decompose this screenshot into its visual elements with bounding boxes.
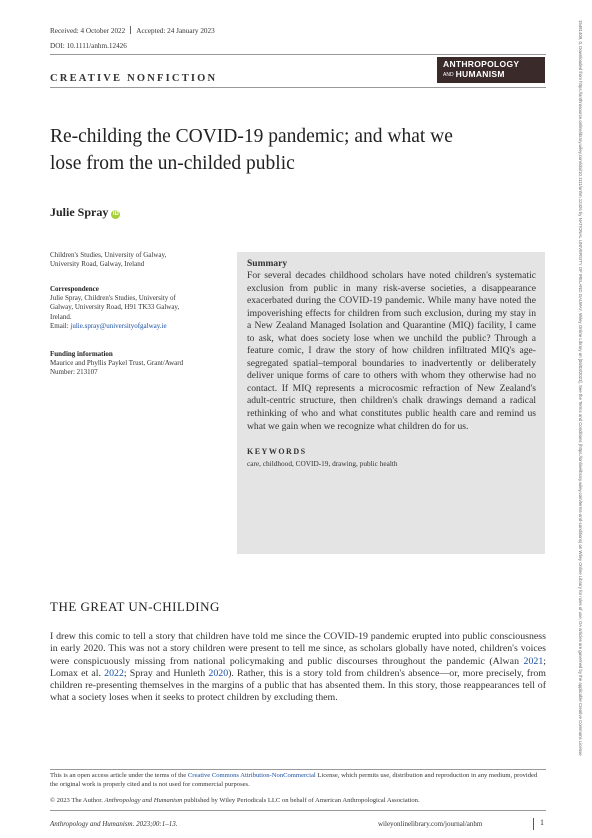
- footnote-rule: [50, 769, 546, 770]
- journal-logo-and: AND: [443, 72, 454, 78]
- citation-link[interactable]: 2022: [104, 667, 124, 679]
- funding-heading: Funding information: [50, 350, 113, 358]
- copyright-text: published by Wiley Periodicals LLC on behalf of American Anthropological Association.: [182, 797, 420, 804]
- orcid-icon[interactable]: iD: [112, 211, 119, 217]
- margin-note-text: 15481409, 0, Downloaded from https://anthrosource.onlinelibrary.wiley.com/doi/10.1111/anhm.12426 by NATIONAL UNIVERSITY OF IRELAND GALWAY, Wiley Online Library on [06/03/2023]. See the Terms and Conditions (https://onlinelibrary.wiley.com/terms-and-conditions) on Wiley Online Library for rules of use; OA articles are governed by the applicable Creative Commons License: [578, 20, 583, 756]
- affiliation-line: University Road, Galway, Ireland: [50, 260, 145, 269]
- accepted-date: Accepted: 24 January 2023: [136, 27, 215, 35]
- article-title: [50, 123, 550, 177]
- copyright-text: © 2023 The Author.: [50, 797, 105, 804]
- body-text: ; Lomax et al.: [50, 655, 546, 679]
- article-dates: [50, 26, 215, 35]
- funding-info: [50, 350, 220, 378]
- license-link[interactable]: Creative Commons Attribution-NonCommercial: [187, 772, 316, 779]
- correspondence: [50, 285, 220, 331]
- copyright-journal: Anthropology and Humanism: [104, 797, 183, 804]
- received-date: Received: 4 October 2022: [50, 27, 126, 35]
- affiliation: [50, 251, 220, 269]
- summary-box: [237, 252, 545, 554]
- download-margin-note: [574, 20, 584, 820]
- section-type: CREATIVE NONFICTION: [50, 73, 218, 84]
- summary-text: For several decades childhood scholars have noted children's systematic exclusion from public in many risk-averse societies, a disappearance exacerbated during the COVID-19 pandemic. While many have noted the impoverishing effects for children from such exclusion, during my stay in a New Zealand Managed Isolation and Quarantine (MIQ) facility, I came to ask, what does society lose when we unchild the public? Through a feature comic, I draw the story of how children infiltrated MIQ's age-segregated spatial–temporal boundaries to inadvertently or deliberately deliver unique forms of care to others with whom they otherwise had no contact. If MIQ represents a microcosmic refraction of New Zealand's adult-centric structure, then children's chalk drawings demand a radical rethinking of who and what constitutes public health care and remind us what we gain when we recognize what children do for us.: [247, 270, 536, 432]
- title-line-2: lose from the un-childed public: [50, 153, 295, 174]
- footer-url[interactable]: wileyonlinelibrary.com/journal/anhm: [378, 820, 483, 828]
- author-name-text: Julie Spray: [50, 205, 109, 219]
- correspondence-line: Ireland.: [50, 312, 72, 321]
- email-label: Email:: [50, 321, 69, 330]
- email-link[interactable]: julie.spray@universityofgalway.ie: [70, 321, 167, 330]
- citation-link[interactable]: 2020: [208, 667, 229, 679]
- funding-line: Number: 213107: [50, 368, 98, 377]
- correspondence-line: Galway, University Road, H91 TK33 Galway,: [50, 303, 180, 312]
- journal-logo-line2: HUMANISM: [455, 69, 505, 79]
- section-heading: THE GREAT UN-CHILDING: [50, 599, 220, 614]
- funding-line: Maurice and Phyllis Paykel Trust, Grant/Award: [50, 359, 184, 368]
- section-rule: [50, 87, 546, 88]
- author-name[interactable]: [50, 205, 120, 220]
- footer-citation: Anthropology and Humanism. 2023;00:1–13.: [50, 820, 178, 828]
- affiliation-line: Children's Studies, University of Galway,: [50, 251, 167, 259]
- journal-logo[interactable]: [437, 57, 545, 83]
- keywords-heading: KEYWORDS: [247, 447, 307, 457]
- copyright-note: [50, 797, 546, 806]
- license-text: This is an open access article under the terms of the: [50, 772, 188, 779]
- body-paragraph: [50, 631, 546, 705]
- citation-link[interactable]: 2021: [523, 655, 544, 667]
- journal-logo-line1: ANTHROPOLOGY: [443, 59, 520, 69]
- keywords-list: care, childhood, COVID-19, drawing, public health: [247, 459, 398, 469]
- title-line-1: Re-childing the COVID-19 pandemic; and what we: [50, 126, 453, 147]
- date-separator: [130, 26, 131, 34]
- license-text: License, which permits use, distribution and reproduction in any medium, provided the original work is properly cited and is not used for commercial purposes.: [50, 772, 538, 788]
- license-note: [50, 772, 546, 789]
- summary-heading: Summary: [247, 259, 288, 269]
- header-rule: [50, 54, 546, 55]
- page-number-separator: [533, 818, 534, 830]
- doi[interactable]: DOI: 10.1111/anhm.12426: [50, 42, 127, 50]
- footer-rule: [50, 810, 546, 811]
- body-text: ). Rather, this is a story told from children's absence—or, more precisely, from children re-presenting themselves in the margins of a public that has absented them. In this story, those reappearances tell of what a society loses when it seeks to protect children by excluding them.: [50, 667, 546, 704]
- correspondence-heading: Correspondence: [50, 285, 99, 293]
- correspondence-line: Julie Spray, Children's Studies, University of: [50, 294, 176, 303]
- body-text: ; Spray and Hunleth: [123, 667, 209, 679]
- page-number: 1: [540, 818, 544, 827]
- body-text: I drew this comic to tell a story that children have told me since the COVID-19 pandemic erupted into public consciousness in early 2020. This was not a story children were present to tell me since, as scholars globally have noted, children's voices were conspicuously missing from national policymaking and public discourses throughout the pandemic (Alwan: [50, 631, 546, 667]
